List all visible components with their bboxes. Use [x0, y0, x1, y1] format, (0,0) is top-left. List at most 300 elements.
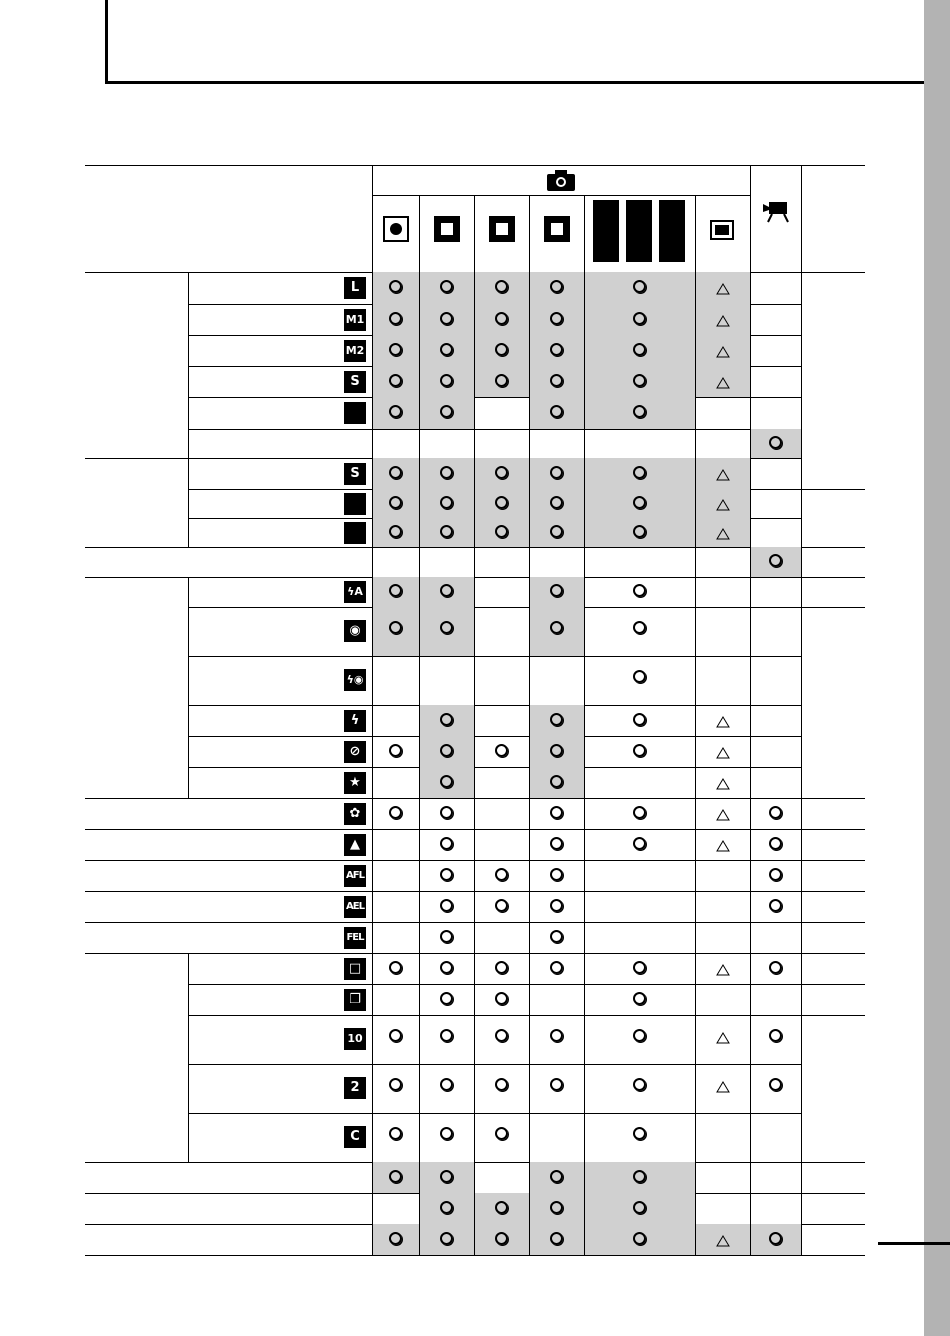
movie-camera-icon [761, 200, 789, 224]
group-rule [85, 547, 188, 548]
table-column-rule [695, 767, 696, 798]
table-column-rule [474, 1113, 475, 1162]
camera-manual-icon [434, 216, 460, 242]
available-mark [633, 713, 646, 726]
table-column-rule [474, 860, 475, 891]
table-column-rule [695, 736, 696, 767]
available-mark [550, 868, 563, 881]
available-mark [633, 1232, 646, 1245]
table-column-rule [801, 272, 802, 304]
available-mark [633, 992, 646, 1005]
available-mark [495, 466, 508, 479]
header-rule-top [85, 165, 865, 166]
macro-icon: ✿ [344, 803, 366, 825]
available-mark [769, 868, 782, 881]
large-size-icon: L [344, 277, 366, 299]
slow-synchro-icon: ★ [344, 772, 366, 794]
table-column-rule [474, 272, 475, 304]
limited-mark [716, 377, 730, 389]
table-column-rule [750, 1162, 751, 1193]
table-column-rule [529, 891, 530, 922]
limited-mark [716, 809, 730, 821]
table-column-rule [801, 953, 802, 984]
available-mark [550, 496, 563, 509]
table-column-rule [584, 798, 585, 829]
flash-off-icon: ⊘ [344, 741, 366, 763]
table-column-rule [372, 984, 373, 1015]
limited-mark [716, 346, 730, 358]
table-column-rule [801, 577, 802, 607]
available-mark [633, 496, 646, 509]
limited-mark [716, 315, 730, 327]
table-column-rule [750, 366, 751, 397]
available-mark [495, 992, 508, 1005]
available-mark [389, 744, 402, 757]
table-column-rule [529, 860, 530, 891]
group-rule [85, 1224, 188, 1225]
af-lock-icon: AFL [344, 865, 366, 887]
table-column-rule [801, 335, 802, 366]
available-mark [633, 837, 646, 850]
table-column-rule [529, 1113, 530, 1162]
available-mark [389, 374, 402, 387]
table-column-rule [419, 1193, 420, 1224]
table-column-rule [419, 304, 420, 335]
table-column-rule [584, 860, 585, 891]
table-column-rule [584, 458, 585, 489]
digital-macro-icon [489, 216, 515, 242]
group-rule [85, 1193, 188, 1194]
self-timer-10s-icon: 10 [344, 1028, 366, 1050]
available-mark [633, 670, 646, 683]
available-mark [440, 775, 453, 788]
available-mark [440, 466, 453, 479]
table-column-rule [584, 547, 585, 577]
available-mark [389, 806, 402, 819]
table-column-rule [695, 547, 696, 577]
table-column-rule [372, 366, 373, 397]
table-column-rule [372, 1193, 373, 1224]
infinity-mountain-icon: ▲ [344, 834, 366, 856]
table-column-rule [750, 1064, 751, 1113]
table-rule [188, 705, 801, 706]
table-column-rule [801, 607, 802, 656]
ref-rule [801, 798, 865, 799]
table-column-rule [695, 458, 696, 489]
table-column-rule [419, 366, 420, 397]
available-mark [389, 584, 402, 597]
flash-on-icon: ϟ [344, 710, 366, 732]
table-column-rule [695, 656, 696, 705]
table-column-rule [372, 767, 373, 798]
table-column-rule [529, 798, 530, 829]
table-column-rule [419, 458, 420, 489]
table-column-rule [750, 891, 751, 922]
table-column-rule [750, 335, 751, 366]
limited-mark [716, 778, 730, 790]
table-column-rule [750, 518, 751, 547]
table-column-rule [750, 705, 751, 736]
table-column-rule [419, 656, 420, 705]
available-mark [550, 466, 563, 479]
table-column-rule [529, 195, 530, 272]
table-rule [188, 1064, 801, 1065]
table-column-rule [372, 798, 373, 829]
table-column-rule [529, 736, 530, 767]
available-mark [550, 930, 563, 943]
table-rule [188, 547, 801, 548]
available-mark [769, 899, 782, 912]
table-column-rule [584, 1193, 585, 1224]
digital-macro-icon-glyph [496, 223, 508, 235]
limited-mark [716, 528, 730, 540]
medium2-size-icon: M2 [344, 340, 366, 362]
available-mark [440, 280, 453, 293]
table-rule [188, 891, 372, 892]
table-column-rule [474, 736, 475, 767]
table-rule [188, 767, 801, 768]
table-column-rule [584, 705, 585, 736]
table-column-rule [372, 458, 373, 489]
table-column-rule [584, 1224, 585, 1255]
table-rule [188, 577, 372, 578]
available-mark [495, 280, 508, 293]
table-column-rule [529, 547, 530, 577]
table-rule [188, 656, 801, 657]
table-column-rule [695, 607, 696, 656]
table-column-rule [801, 767, 802, 798]
table-column-rule [188, 458, 189, 547]
table-column-rule [801, 798, 802, 829]
table-column-rule [801, 736, 802, 767]
available-mark [495, 961, 508, 974]
available-mark [633, 343, 646, 356]
available-mark [440, 1201, 453, 1214]
available-mark [389, 312, 402, 325]
ref-rule [801, 577, 865, 578]
table-column-rule [695, 798, 696, 829]
available-mark [769, 837, 782, 850]
table-column-rule [584, 397, 585, 429]
table-column-rule [474, 195, 475, 272]
limited-mark [716, 840, 730, 852]
available-mark [550, 343, 563, 356]
table-column-rule [750, 767, 751, 798]
table-column-rule [529, 1064, 530, 1113]
table-column-rule [695, 195, 696, 272]
postcard-icon [344, 402, 366, 424]
small-size-icon: S [344, 371, 366, 393]
group-rule [85, 829, 188, 830]
table-column-rule [372, 397, 373, 429]
available-mark [389, 1078, 402, 1091]
available-mark [440, 992, 453, 1005]
table-column-rule [584, 489, 585, 518]
available-mark [389, 1127, 402, 1140]
ref-rule [801, 547, 865, 548]
available-mark [440, 1029, 453, 1042]
table-column-rule [372, 577, 373, 607]
available-mark [633, 1170, 646, 1183]
available-mark [769, 806, 782, 819]
table-column-rule [188, 272, 189, 458]
ref-rule [801, 829, 865, 830]
continuous-icon: ❐ [344, 989, 366, 1011]
table-column-rule [584, 891, 585, 922]
available-mark [550, 584, 563, 597]
table-column-rule [750, 1113, 751, 1162]
stitch-assist-icon-glyph [715, 225, 729, 235]
table-column-rule [419, 1113, 420, 1162]
table-column-rule [750, 272, 751, 304]
table-column-rule [584, 607, 585, 656]
available-mark [550, 621, 563, 634]
table-column-rule [419, 397, 420, 429]
table-column-rule [419, 518, 420, 547]
table-column-rule [474, 1162, 475, 1193]
available-mark [495, 1232, 508, 1245]
group-rule [85, 458, 188, 459]
table-column-rule [419, 829, 420, 860]
table-column-rule [801, 518, 802, 547]
table-column-rule [419, 547, 420, 577]
ref-rule [801, 860, 865, 861]
table-column-rule [801, 397, 802, 429]
available-mark [495, 1078, 508, 1091]
available-mark [633, 1201, 646, 1214]
table-column-rule [372, 953, 373, 984]
table-column-rule [801, 165, 802, 272]
table-column-rule [419, 860, 420, 891]
available-mark [550, 280, 563, 293]
available-mark [550, 525, 563, 538]
table-rule [188, 1193, 372, 1194]
color-effect-icon [544, 216, 570, 242]
available-mark [389, 496, 402, 509]
table-rule [188, 607, 801, 608]
table-column-rule [750, 656, 751, 705]
medium1-size-icon: M1 [344, 309, 366, 331]
ref-rule [801, 891, 865, 892]
table-column-rule [584, 1015, 585, 1064]
table-rule [188, 429, 801, 430]
limited-mark [716, 283, 730, 295]
available-mark [440, 496, 453, 509]
table-column-rule [372, 736, 373, 767]
table-column-rule [372, 489, 373, 518]
table-column-rule [419, 922, 420, 953]
table-column-rule [474, 798, 475, 829]
auto-flash-icon: ϟA [344, 581, 366, 603]
table-column-rule [750, 1015, 751, 1064]
available-mark [633, 584, 646, 597]
table-column-rule [419, 1015, 420, 1064]
table-column-rule [419, 1162, 420, 1193]
table-column-rule [529, 767, 530, 798]
table-column-rule [372, 860, 373, 891]
table-column-rule [474, 397, 475, 429]
table-column-rule [372, 272, 373, 304]
table-column-rule [584, 1162, 585, 1193]
table-column-rule [750, 1193, 751, 1224]
table-column-rule [695, 860, 696, 891]
table-column-rule [372, 829, 373, 860]
available-mark [495, 496, 508, 509]
limited-mark [716, 747, 730, 759]
table-column-rule [419, 798, 420, 829]
table-column-rule [801, 547, 802, 577]
group-rule [85, 891, 188, 892]
table-column-rule [474, 577, 475, 607]
ae-lock-icon: AEL [344, 896, 366, 918]
red-eye-reduction-icon: ◉ [344, 620, 366, 642]
table-column-rule [801, 1015, 802, 1064]
available-mark [389, 621, 402, 634]
table-column-rule [372, 429, 373, 458]
available-mark [550, 1029, 563, 1042]
table-column-rule [474, 335, 475, 366]
table-column-rule [419, 489, 420, 518]
table-column-rule [695, 953, 696, 984]
table-column-rule [750, 736, 751, 767]
table-column-rule [372, 656, 373, 705]
table-column-rule [695, 922, 696, 953]
table-column-rule [529, 829, 530, 860]
available-mark [550, 374, 563, 387]
available-mark [440, 1078, 453, 1091]
table-rule [188, 1162, 801, 1163]
table-column-rule [529, 366, 530, 397]
table-column-rule [529, 397, 530, 429]
custom-timer-icon: C [344, 1126, 366, 1148]
available-mark [633, 806, 646, 819]
table-column-rule [419, 1064, 420, 1113]
table-column-rule [529, 953, 530, 984]
limited-mark [716, 469, 730, 481]
table-column-rule [474, 1015, 475, 1064]
table-column-rule [529, 656, 530, 705]
table-column-rule [584, 577, 585, 607]
available-mark [550, 899, 563, 912]
available-mark [769, 554, 782, 567]
special-scene-icons-3 [659, 200, 685, 262]
table-column-rule [750, 1224, 751, 1255]
table-column-rule [372, 607, 373, 656]
table-column-rule [584, 922, 585, 953]
table-column-rule [695, 1113, 696, 1162]
table-column-rule [750, 860, 751, 891]
table-column-rule [372, 1162, 373, 1193]
available-mark [769, 1232, 782, 1245]
camera-auto-icon-glyph [390, 223, 402, 235]
available-mark [495, 744, 508, 757]
special-scene-icons-1 [593, 200, 619, 262]
table-rule [188, 1224, 372, 1225]
table-rule [188, 1113, 801, 1114]
table-rule [188, 984, 801, 985]
table-column-rule [750, 429, 751, 458]
table-column-rule [372, 165, 373, 272]
table-column-rule [474, 984, 475, 1015]
table-column-rule [695, 272, 696, 304]
available-mark [389, 1029, 402, 1042]
table-column-rule [419, 272, 420, 304]
available-mark [440, 343, 453, 356]
available-mark [495, 1029, 508, 1042]
available-mark [495, 374, 508, 387]
group-rule [85, 1162, 188, 1163]
table-column-rule [695, 1193, 696, 1224]
table-rule [188, 1015, 801, 1016]
available-mark [633, 525, 646, 538]
available-mark [633, 312, 646, 325]
available-mark [550, 1232, 563, 1245]
header-rule-mid [372, 195, 750, 196]
table-column-rule [372, 891, 373, 922]
table-column-rule [695, 705, 696, 736]
limited-mark [716, 716, 730, 728]
table-column-rule [584, 335, 585, 366]
available-mark [440, 374, 453, 387]
table-column-rule [372, 705, 373, 736]
available-mark [495, 868, 508, 881]
available-mark [440, 806, 453, 819]
table-column-rule [750, 458, 751, 489]
table-column-rule [750, 397, 751, 429]
table-column-rule [801, 1193, 802, 1224]
table-column-rule [372, 518, 373, 547]
ref-rule [801, 607, 865, 608]
table-column-rule [750, 547, 751, 577]
available-mark [550, 713, 563, 726]
table-column-rule [529, 1193, 530, 1224]
table-column-rule [419, 984, 420, 1015]
limited-mark [716, 1081, 730, 1093]
table-column-rule [529, 458, 530, 489]
available-mark [769, 436, 782, 449]
table-column-rule [584, 1064, 585, 1113]
table-column-rule [695, 891, 696, 922]
table-column-rule [474, 829, 475, 860]
available-mark [633, 961, 646, 974]
table-column-rule [474, 489, 475, 518]
table-column-rule [372, 922, 373, 953]
table-column-rule [801, 489, 802, 518]
available-mark [550, 961, 563, 974]
table-column-rule [801, 304, 802, 335]
camera-icon [547, 170, 575, 191]
table-column-rule [419, 335, 420, 366]
available-mark [769, 961, 782, 974]
limited-mark [716, 1235, 730, 1247]
stitch-assist-icon [710, 220, 734, 240]
available-mark [550, 405, 563, 418]
table-column-rule [474, 304, 475, 335]
table-column-rule [801, 366, 802, 397]
table-rule [188, 397, 801, 398]
single-shot-icon: □ [344, 958, 366, 980]
table-column-rule [474, 366, 475, 397]
ref-rule [801, 953, 865, 954]
table-rule [188, 860, 372, 861]
available-mark [440, 1170, 453, 1183]
table-column-rule [529, 518, 530, 547]
available-mark [495, 525, 508, 538]
table-column-rule [801, 891, 802, 922]
table-column-rule [801, 1113, 802, 1162]
table-column-rule [474, 429, 475, 458]
ref-rule [801, 1224, 865, 1225]
